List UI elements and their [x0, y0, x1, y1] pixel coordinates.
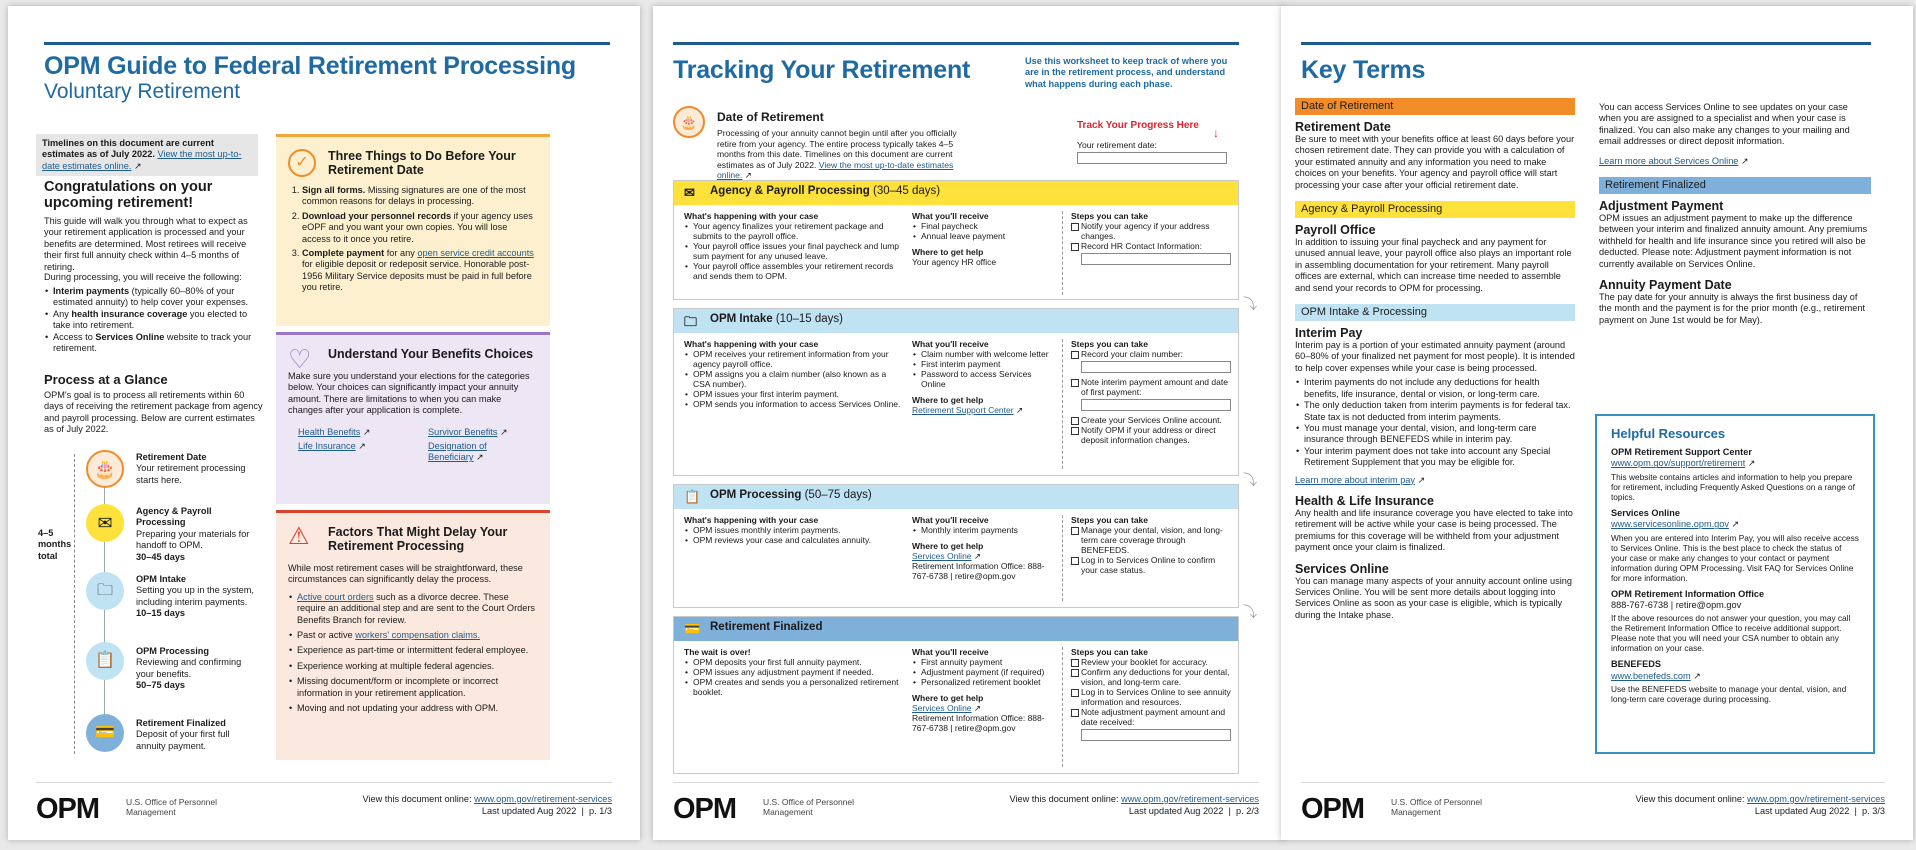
band-agency-payroll: Agency & Payroll Processing: [1295, 201, 1575, 218]
list-item: • OPM sends you information to access Services Online.: [684, 399, 904, 409]
list-item: • Adjustment payment (if required): [912, 667, 1052, 677]
list-item: • Active court orders such as a divorce decree. These require an additional step and are sent to the Court Orders Benefits Branch for review.: [288, 592, 538, 626]
happening-column: What's happening with your case • OPM issues monthly interim payments. • OPM reviews your case and calculates annuity.: [684, 515, 904, 545]
term-body: Any health and life insurance coverage you have elected to take into retirement will be active while your case is being processed. The premiums for this coverage will be withheld from your adjustment payment once your claim is finalized.: [1295, 507, 1573, 553]
cake-icon: 🎂: [673, 106, 705, 138]
checkbox-item[interactable]: Manage your dental, vision, and long-term care coverage through BENEFEDS.: [1071, 525, 1232, 555]
worksheet-intro: Use this worksheet to keep track of where you are in the retirement process, and understand what happens during each phase.: [1025, 56, 1228, 89]
list-item: 2. Download your personnel records if your agency uses eOPF and you want your own copies. You will lose access to it once you retire.: [302, 211, 538, 245]
band-date-of-retirement: Date of Retirement: [1295, 98, 1575, 115]
retirement-date-label: Your retirement date:: [1077, 140, 1157, 150]
list-item: • Any health insurance coverage you elected to take into retirement.: [44, 309, 264, 332]
receive-column: What you'll receive • Claim number with welcome letter • First interim payment • Password to access Services Online Where to get help Retirement Support Center ↗: [912, 339, 1052, 415]
list-item: 1. Sign all forms. Missing signatures are one of the most common reasons for delays in processing.: [302, 185, 538, 208]
band-retirement-finalized: Retirement Finalized: [1599, 177, 1871, 194]
footer: [36, 782, 612, 825]
key-terms-right: You can access Services Online to see updates on your case when you are assigned to a specialist and when your case is finalized. You can also make any changes to your mailing and email addresses or direct deposit information. Learn more about Services Online ↗ Retirement Finalized Adjustment Payment OPM issues an adjustment payment to make up the difference between your interim and finalized annuity amount. Any premiums withheld for health and life insurance since you retired will also be deducted. Please note: Adjustment payment information is not currently available on Services Online. Annuity Payment Date The pay date for your annuity is always the first business day of the month and the payment is for the prior month (e.g., retirement payment on June 1st would be for May).: [1599, 102, 1871, 326]
happening-column: What's happening with your case • Your agency finalizes your retirement package and submits to the payroll office. • Your payroll office issues your final paycheck and lump sum payment for any unused leave. • Your payroll office assembles your retirement records and sends them to OPM.: [684, 211, 904, 281]
folder-icon: 🗀: [684, 314, 698, 329]
footer-info: View this document online: www.opm.gov/retirement-services Last updated Aug 2022 | p. 3/3: [1635, 794, 1885, 816]
footer-info: View this document online: www.opm.gov/retirement-services Last updated Aug 2022 | p. 1/3: [362, 794, 612, 816]
step-intake: OPM Intake Setting you up in the system, including interim payments. 10–15 days: [136, 574, 254, 619]
list-item: • Final paycheck: [912, 221, 1052, 231]
checkbox-item[interactable]: Log in to Services Online to confirm your case status.: [1071, 555, 1232, 575]
services-online-body: You can access Services Online to see updates on your case when you are assigned to a specialist and when your case is finalized. You can also make any changes to your mailing and email addresses or direct deposit information.: [1599, 102, 1850, 147]
term-annuity-payment-date: Annuity Payment Date: [1599, 278, 1732, 293]
page-title: Tracking Your Retirement: [673, 56, 971, 84]
list-item: • You must manage your dental, vision, and long-term care insurance through BENEFEDS while in interim pay.: [1295, 423, 1575, 446]
step-agency: Agency & Payroll Processing Preparing your materials for handoff to OPM. 30–45 days: [136, 506, 250, 562]
list-item: • Past or active workers' compensation claims.: [288, 630, 538, 641]
check-circle-icon: ✓: [288, 149, 316, 177]
band-opm-intake: OPM Intake & Processing: [1295, 304, 1575, 321]
checkbox-item[interactable]: Log in to Services Online to see annuity information and resources.: [1071, 687, 1232, 707]
checkbox-item[interactable]: Review your booklet for accuracy.: [1071, 657, 1232, 667]
payment-card-icon: 💳: [684, 621, 701, 636]
term-interim-pay: Interim Pay: [1295, 326, 1363, 341]
list-item: • Monthly interim payments: [912, 525, 1052, 535]
document-url-link[interactable]: www.opm.gov/retirement-services: [1747, 794, 1885, 804]
health-benefits-link[interactable]: Health Benefits: [298, 426, 361, 437]
list-item: • Your agency finalizes your retirement package and submits to the payroll office.: [684, 221, 904, 241]
list-item: • Your interim payment does not take into account any Special Retirement Supplement that you may be eligible for.: [1295, 446, 1575, 469]
list-item: • OPM receives your retirement information from your agency payroll office.: [684, 349, 904, 369]
during-list: [44, 286, 264, 354]
term-services-online: Services Online: [1295, 561, 1389, 576]
org-name: U.S. Office of Personnel Management: [126, 797, 218, 817]
happening-column: What's happening with your case • OPM receives your retirement information from your agency payroll office. • OPM assigns you a claim number (also known as a CSA number). • OPM issues your first interim payment. • OPM sends you information to access Services Online.: [684, 339, 904, 409]
curve-arrow-icon: ⤵: [1243, 604, 1257, 620]
page-title: Key Terms: [1301, 56, 1426, 84]
services-online-link[interactable]: Learn more about Services Online: [1599, 155, 1739, 166]
checkbox-item[interactable]: Create your Services Online account.: [1071, 415, 1232, 425]
dor-body: Processing of your annuity cannot begin until after you officially retire from your agency. The entire process typically takes 4–5 months from this date. Timelines on this document are current estimates as of July 2022. View the most up-to-date estimates online. ↗: [717, 128, 957, 180]
arrow-down-icon: ↓: [1213, 126, 1219, 140]
claim-number-field[interactable]: [1081, 361, 1231, 373]
footer-info: View this document online: www.opm.gov/retirement-services Last updated Aug 2022 | p. 2/3: [1009, 794, 1259, 816]
glance-heading: Process at a Glance: [44, 372, 168, 387]
external-link-icon: ↗: [133, 160, 142, 171]
list-item: 3. Complete payment for any open service credit accounts for eligible deposit or redeposit service. Honorable post-1956 Military Service deposits must be paid in full before you retire.: [302, 248, 538, 294]
timeline-note: Timelines on this document are current estimates as of July 2022.: [42, 138, 214, 160]
resource-item: Services Online www.servicesonline.opm.gov ↗ When you are entered into Interim Pay, you will also receive access to Services Online. This is the best place to check the status of your case or make any changes to your contact or payment information during OPM Processing. Visit FAQ for Services Online for more information.: [1611, 507, 1859, 583]
resource-item: BENEFEDS www.benefeds.com ↗ Use the BENEFEDS website to manage your dental, vision, and long-term care coverage during processing.: [1611, 659, 1847, 705]
list-item: • Experience as part-time or intermittent federal employee.: [288, 645, 538, 656]
stage-opm-processing: [673, 484, 1239, 608]
footer: [1301, 782, 1885, 825]
timeline-note-box: [36, 134, 258, 176]
step-processing: OPM Processing Reviewing and confirming your benefits. 50–75 days: [136, 646, 242, 691]
stage-header: ✉ Agency & Payroll Processing (30–45 days): [674, 181, 1238, 205]
receive-column: What you'll receive • Monthly interim payments Where to get help Services Online ↗ Retirement Information Office: 888-767-6738 | retire@opm.gov: [912, 515, 1052, 581]
top-rule: [1301, 42, 1871, 45]
three-things-list: [302, 185, 538, 294]
term-body: The pay date for your annuity is always the first business day of the month and the payment is for the prior month (e.g., retirement payment on June 1st would be for May).: [1599, 292, 1866, 325]
checkbox-item[interactable]: Record HR Contact Information:: [1071, 241, 1232, 251]
factors-box: [276, 510, 550, 760]
envelope-icon: ✉: [684, 185, 695, 200]
workers-comp-link[interactable]: workers' compensation claims.: [355, 630, 481, 641]
life-insurance-link[interactable]: Life Insurance: [298, 440, 356, 451]
retirement-date-field[interactable]: [1077, 152, 1227, 164]
page-number: p. 2/3: [1236, 806, 1259, 816]
services-online-link[interactable]: Services Online: [912, 703, 972, 713]
page-1: [8, 6, 640, 840]
happening-column: The wait is over! • OPM deposits your first full annuity payment. • OPM issues any adjustment payment if needed. • OPM creates and sends you a personalized retirement booklet.: [684, 647, 904, 697]
list-item: • Personalized retirement booklet: [912, 677, 1052, 687]
document-url-link[interactable]: www.opm.gov/retirement-services: [1121, 794, 1259, 804]
org-name: U.S. Office of Personnel Management: [763, 797, 855, 817]
support-center-link[interactable]: Retirement Support Center: [912, 405, 1014, 415]
payment-card-icon: 💳: [86, 714, 124, 752]
during-text: During processing, you will receive the following:: [44, 272, 242, 282]
benefit-links: Health Benefits ↗ Life Insurance ↗ Survivor Benefits ↗ Designation of Beneficiary ↗: [298, 426, 508, 463]
three-things-heading: Three Things to Do Before Your Retirement Date: [328, 149, 516, 177]
opm-logo: OPM: [673, 793, 737, 825]
list-item: • Missing document/form or incomplete or incorrect information in your retirement application.: [288, 676, 538, 699]
step-retirement-date: Retirement Date Your retirement processing starts here.: [136, 452, 246, 485]
service-credit-link[interactable]: open service credit accounts: [417, 248, 534, 259]
term-body: Interim pay is a portion of your estimated annuity payment (around 60–80% of your finalized net payment for most people). It is intended to help cover expenses while your case is being processed.: [1295, 340, 1575, 373]
factors-heading: Factors That Might Delay Your Retirement Processing: [328, 525, 508, 553]
heart-icon: ♡: [288, 344, 312, 374]
checkbox-item[interactable]: Record your claim number:: [1071, 349, 1232, 359]
list-item: • Interim payments do not include any deductions for health benefits, life insurance, dental or vision, or long-term care.: [1295, 377, 1575, 400]
steps-column: Steps you can take Record your claim number: Note interim payment amount and date of first payment: Create your Services Online account. Notify OPM if your address or direct deposit information changes.: [1062, 339, 1232, 469]
list-item: • Annual leave payment: [912, 231, 1052, 241]
survivor-benefits-link[interactable]: Survivor Benefits: [428, 426, 498, 437]
document-url-link[interactable]: www.opm.gov/retirement-services: [474, 794, 612, 804]
designation-beneficiary-link[interactable]: Designation of Beneficiary: [428, 440, 487, 463]
stage-header: 🗀 OPM Intake (10–15 days): [674, 309, 1238, 333]
term-retirement-date: Retirement Date: [1295, 120, 1391, 134]
term-body: You can manage many aspects of your annuity account online using Services Online. You will be sent more details about logging into Services Online as soon as your case is eligible, which is typically during the Intake phase.: [1295, 575, 1572, 620]
interim-pay-list: [1295, 377, 1575, 468]
adjustment-payment-field[interactable]: [1081, 729, 1231, 741]
list-item: • Interim payments (typically 60–80% of your estimated annuity) to help cover your expenses.: [44, 286, 264, 309]
dor-heading: Date of Retirement: [717, 110, 824, 124]
list-item: • Your payroll office assembles your retirement records and sends them to OPM.: [684, 261, 904, 281]
resource-item: OPM Retirement Support Center www.opm.gov/support/retirement ↗ This website contains articles and information to help you prepare for retirement, including Frequently Asked Questions on a range of topics.: [1611, 447, 1855, 502]
step-finalized: Retirement Finalized Deposit of your first full annuity payment.: [136, 718, 230, 751]
page-number: p. 1/3: [589, 806, 612, 816]
steps-column: Steps you can take Review your booklet for accuracy. Confirm any deductions for your dental, vision, and long-term care. Log in to Services Online to see annuity information and resources. Note adjustment payment amount and date received:: [1062, 647, 1232, 767]
page-subtitle: Voluntary Retirement: [44, 80, 241, 103]
page-number: p. 3/3: [1862, 806, 1885, 816]
services-online-link[interactable]: Services Online: [912, 551, 972, 561]
receive-column: What you'll receive • Final paycheck • Annual leave payment Where to get help Your agency HR office: [912, 211, 1052, 267]
helpful-resources-box: [1595, 414, 1875, 754]
footer: [673, 782, 1259, 825]
resources-heading: Helpful Resources: [1611, 426, 1726, 441]
list-item: • Moving and not updating your address with OPM.: [288, 703, 538, 714]
opm-logo: OPM: [1301, 793, 1365, 825]
checkbox-item[interactable]: Confirm any deductions for your dental, vision, and long-term care.: [1071, 667, 1232, 687]
hr-contact-field[interactable]: [1081, 253, 1231, 265]
receive-column: What you'll receive • First annuity payment • Adjustment payment (if required) • Personalized retirement booklet Where to get help Services Online ↗ Retirement Information Office: 888-767-6738 | retire@opm.gov: [912, 647, 1052, 733]
factors-body: While most retirement cases will be straightforward, these circumstances can significantly delay the process.: [288, 563, 523, 585]
warning-icon: ⚠: [288, 523, 310, 550]
page-title: OPM Guide to Federal Retirement Processing: [44, 52, 577, 80]
org-name: U.S. Office of Personnel Management: [1391, 797, 1483, 817]
opm-logo: OPM: [36, 793, 100, 825]
court-orders-link[interactable]: Active court orders: [297, 591, 374, 602]
three-things-box: [276, 134, 550, 326]
list-item: • OPM assigns you a claim number (also known as a CSA number).: [684, 369, 904, 389]
checkbox-item[interactable]: Notify OPM if your address or direct deposit information changes.: [1071, 425, 1232, 445]
term-body: OPM issues an adjustment payment to make up the difference between your interim and finalized annuity amount. Any premiums withheld for health and life insurance since you retired will also be deducted. Please note: Adjustment payment information is not currently available on Services Online.: [1599, 213, 1868, 269]
estimates-link[interactable]: View the most up-to-date estimates online.: [717, 159, 954, 180]
list-item: • First interim payment: [912, 359, 1052, 369]
stage-finalized: [673, 616, 1239, 774]
cake-icon: 🎂: [86, 450, 124, 488]
congrats-heading: Congratulations on your upcoming retirement!: [44, 179, 213, 211]
benefits-body: Make sure you understand your elections for the categories below. Your choices can significantly impact your annuity amount. There are limitations to when you can make changes after your application is complete.: [288, 371, 530, 416]
congrats-body: This guide will walk you through what to expect as your retirement application is processed and your benefits are determined. Most retirees will receive their first full annuity check within 4–5 months of retiring.: [44, 216, 248, 272]
list-item: • OPM reviews your case and calculates annuity.: [684, 535, 904, 545]
stage-opm-intake: [673, 308, 1239, 476]
list-item: • The only deduction taken from interim payments is for federal tax. State tax is not deducted from interim payments.: [1295, 400, 1575, 423]
curve-arrow-icon: ⤵: [1243, 296, 1257, 312]
term-adjustment-payment: Adjustment Payment: [1599, 199, 1724, 214]
timeline-bracket: [74, 454, 75, 754]
stage-header: 💳 Retirement Finalized: [674, 617, 1238, 641]
support-center-link[interactable]: www.opm.gov/support/retirement: [1611, 458, 1746, 469]
term-payroll-office: Payroll Office: [1295, 223, 1376, 238]
total-duration: 4–5 months total: [38, 528, 72, 561]
services-online-link[interactable]: www.servicesonline.opm.gov: [1611, 519, 1729, 530]
track-progress-label: Track Your Progress Here: [1077, 120, 1199, 131]
glance-body: OPM's goal is to process all retirements within 60 days of receiving the retirement package from agency and payroll processing. Below are current estimates as of July 2022.: [44, 390, 263, 435]
list-item: • Access to Services Online website to track your retirement.: [44, 332, 264, 355]
list-item: • OPM issues any adjustment payment if needed.: [684, 667, 904, 677]
page-2: [653, 6, 1285, 840]
benefits-heading: Understand Your Benefits Choices: [328, 347, 534, 361]
checkbox-item[interactable]: Notify your agency if your address changes.: [1071, 221, 1232, 241]
term-body: In addition to issuing your final paycheck and any payment for unused annual leave, your payroll office also plays an important role in assembling documentation for your retirement. Many payroll offices are external, which can increase time needed to assemble and send your records to OPM for processing.: [1295, 237, 1572, 293]
list-item: • First annuity payment: [912, 657, 1052, 667]
resource-item: OPM Retirement Information Office 888-767-6738 | retire@opm.gov If the above resources do not answer your question, you may call the Retirement Information Office to receive additional support. Please note that you will need your CSA number to obtain any information on your case.: [1611, 588, 1851, 654]
top-rule: [673, 42, 1239, 45]
list-item: • OPM issues monthly interim payments.: [684, 525, 904, 535]
list-item: • Experience working at multiple federal agencies.: [288, 661, 538, 672]
checkbox-item[interactable]: Note adjustment payment amount and date received:: [1071, 707, 1232, 727]
list-item: • OPM deposits your first full annuity payment.: [684, 657, 904, 667]
list-item: • OPM issues your first interim payment.: [684, 389, 904, 399]
factors-list: [288, 592, 538, 715]
checkbox-item[interactable]: Note interim payment amount and date of first payment:: [1071, 377, 1232, 397]
list-item: • OPM creates and sends you a personalized retirement booklet.: [684, 677, 904, 697]
page-3: [1281, 6, 1913, 840]
steps-column: Steps you can take Manage your dental, vision, and long-term care coverage through BENEFEDS. Log in to Services Online to confirm your case status.: [1062, 515, 1232, 601]
key-terms-left: Date of Retirement Retirement Date Be sure to meet with your benefits office at least 60 days before your chosen retirement date. They can provide you with a calculation of your estimated annuity and any information you need to make choices on your benefits. Your agency and payroll office will start processing your case after your official retirement date. Agency & Payroll Processing Payroll Office In addition to issuing your final paycheck and any payment for unused annual leave, your payroll office also plays an important role in assembling documentation for your retirement. Many payroll offices are external, which can increase time needed to assemble and send your records to OPM for processing. OPM Intake & Processing Interim Pay Interim pay is a portion of your estimated annuity payment (around 60–80% of your finalized net payment for most people). It is intended to help cover expenses while your case is being processed. • Interim payments do not include any deductions for health benefits, life insurance, dental or vision, or long-term care. • The only deduction taken from interim payments is for federal tax. State tax is not deducted from interim payments. • You must manage your dental, vision, and long-term care insurance through BENEFEDS while in interim pay. • Your interim payment does not take into account any Special Retirement Supplement that you may be eligible for. Learn more about interim pay ↗ Health & Life Insurance Any health and life insurance coverage you have elected to take into retirement will be active while your case is being processed. The premiums for this coverage will be withheld from your adjustment payment once your claim is finalized. Services Online You can manage many aspects of your annuity account online using Services Online. You will be sent more details about logging into Services Online as soon as your case is eligible, which is typically during the Intake phase.: [1295, 98, 1575, 621]
envelope-icon: ✉: [86, 504, 124, 542]
stage-agency-payroll: [673, 180, 1239, 300]
stage-header: 📋 OPM Processing (50–75 days): [674, 485, 1238, 509]
estimates-link[interactable]: View the most up-to-date estimates online.: [42, 149, 242, 171]
clipboard-icon: 📋: [86, 642, 124, 680]
interim-payment-field[interactable]: [1081, 399, 1231, 411]
benefits-box: [276, 332, 550, 504]
term-body: Be sure to meet with your benefits office at least 60 days before your chosen retirement date. They can provide you with a calculation of your estimated annuity and any information you need to make choices on your benefits. Your agency and payroll office will start processing your case after your official retirement date.: [1295, 134, 1575, 190]
steps-column: Steps you can take Notify your agency if your address changes. Record HR Contact Information:: [1062, 211, 1232, 295]
term-health-life: Health & Life Insurance: [1295, 493, 1434, 508]
clipboard-icon: 📋: [684, 489, 701, 504]
interim-pay-link[interactable]: Learn more about interim pay: [1295, 474, 1416, 485]
top-rule: [44, 42, 610, 45]
list-item: • Password to access Services Online: [912, 369, 1052, 389]
folder-icon: 🗀: [86, 572, 124, 610]
benefeds-link[interactable]: www.benefeds.com: [1611, 670, 1691, 681]
list-item: • Your payroll office issues your final paycheck and lump sum payment for any unused leave.: [684, 241, 904, 261]
list-item: • Claim number with welcome letter: [912, 349, 1052, 359]
curve-arrow-icon: ⤵: [1243, 472, 1257, 488]
